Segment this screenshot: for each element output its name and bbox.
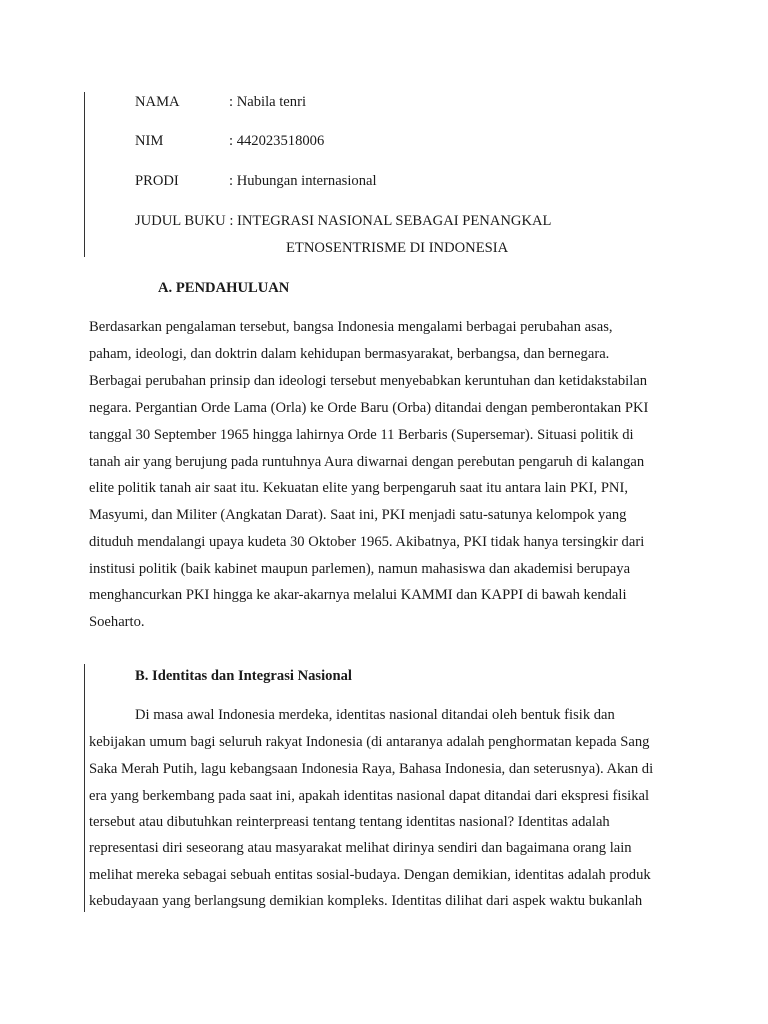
nim-label: NIM bbox=[135, 133, 164, 149]
paragraph-line: kebijakan umum bagi seluruh rakyat Indonesia (di antaranya adalah penghormatan kepada Sang bbox=[89, 734, 650, 750]
section-b-heading: B. Identitas dan Integrasi Nasional bbox=[135, 668, 352, 684]
paragraph-line: melihat mereka sebagai sebuah entitas sosial-budaya. Dengan demikian, identitas adalah produk bbox=[89, 867, 651, 883]
paragraph-line: kebudayaan yang berlangsung demikian kompleks. Identitas dilihat dari aspek waktu bukanlah bbox=[89, 893, 643, 909]
paragraph-line: menghancurkan PKI hingga ke akar-akarnya melalui KAMMI dan KAPPI di bawah kendali bbox=[89, 587, 627, 603]
nim-value: : 442023518006 bbox=[229, 133, 325, 149]
paragraph-line: tanah air yang berujung pada runtuhnya Aura diwarnai dengan perebutan pengaruh di kalangan bbox=[89, 454, 645, 470]
margin-line-bottom bbox=[84, 664, 85, 912]
paragraph-line: tersebut atau dibutuhkan reinterpreasi tentang tentang identitas nasional? Identitas adalah bbox=[89, 814, 610, 830]
paragraph-line: tanggal 30 September 1965 hingga lahirnya Orde 11 Berbaris (Supersemar). Situasi politik di bbox=[89, 427, 634, 443]
margin-line-top bbox=[84, 92, 85, 257]
paragraph-line: Di masa awal Indonesia merdeka, identitas nasional ditandai oleh bentuk fisik dan bbox=[135, 707, 615, 723]
paragraph-line: era yang berkembang pada saat ini, apakah identitas nasional dapat ditandai dari ekspresi fisikal bbox=[89, 788, 650, 804]
nama-label: NAMA bbox=[135, 94, 180, 110]
paragraph-line: Berdasarkan pengalaman tersebut, bangsa Indonesia mengalami berbagai perubahan asas, bbox=[89, 319, 613, 335]
paragraph-line: paham, ideologi, dan doktrin dalam kehidupan bermasyarakat, berbangsa, dan bernegara. bbox=[89, 346, 610, 362]
paragraph-line: representasi diri seseorang atau masyarakat melihat dirinya sendiri dan bagaimana orang lain bbox=[89, 840, 632, 856]
prodi-label: PRODI bbox=[135, 173, 179, 189]
book-title-line-1: JUDUL BUKU : INTEGRASI NASIONAL SEBAGAI PENANGKAL bbox=[135, 213, 552, 229]
nama-value: : Nabila tenri bbox=[229, 94, 306, 110]
paragraph-line: Berbagai perubahan prinsip dan ideologi tersebut menyebabkan keruntuhan dan ketidakstabilan bbox=[89, 373, 648, 389]
paragraph-line: elite politik tanah air saat itu. Kekuatan elite yang berpengaruh saat itu antara lain PKI, PNI, bbox=[89, 480, 628, 496]
prodi-value: : Hubungan internasional bbox=[229, 173, 377, 189]
paragraph-line: Masyumi, dan Militer (Angkatan Darat). Saat ini, PKI menjadi satu-satunya kelompok yang bbox=[89, 507, 627, 523]
paragraph-line: institusi politik (baik kabinet maupun parlemen), namun mahasiswa dan akademisi berupaya bbox=[89, 561, 631, 577]
book-title-line-2: ETNOSENTRISME DI INDONESIA bbox=[286, 240, 509, 256]
paragraph-line: negara. Pergantian Orde Lama (Orla) ke Orde Baru (Orba) ditandai dengan pemberontakan PKI bbox=[89, 400, 649, 416]
paragraph-line: Soeharto. bbox=[89, 614, 145, 630]
paragraph-line: Saka Merah Putih, lagu kebangsaan Indonesia Raya, Bahasa Indonesia, dan seterusnya). Akan di bbox=[89, 761, 654, 777]
section-a-heading: A. PENDAHULUAN bbox=[158, 280, 290, 296]
paragraph-line: dituduh mendalangi upaya kudeta 30 Oktober 1965. Akibatnya, PKI tidak hanya tersingkir dari bbox=[89, 534, 645, 550]
